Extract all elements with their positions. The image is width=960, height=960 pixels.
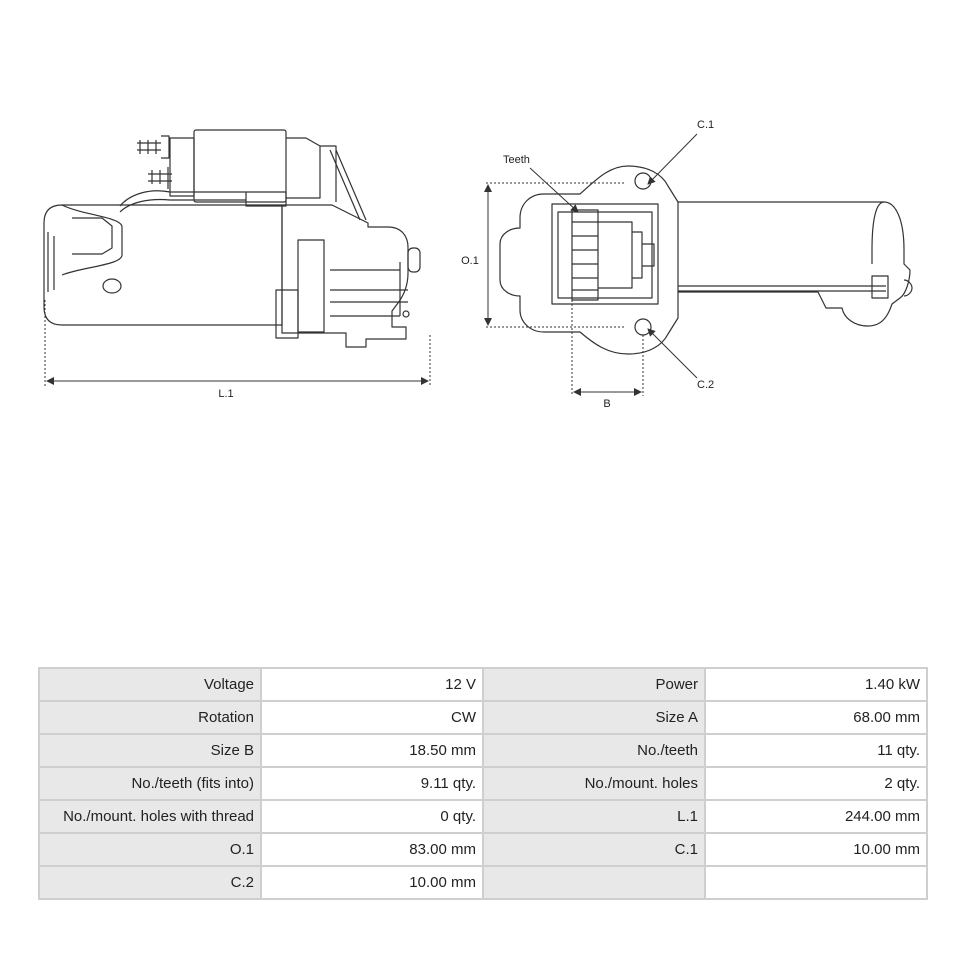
mount-hole-c2 bbox=[635, 319, 651, 335]
spec-value: 12 V bbox=[261, 668, 483, 701]
spec-value: 2 qty. bbox=[705, 767, 927, 800]
spec-value: 10.00 mm bbox=[261, 866, 483, 899]
table-row bbox=[39, 800, 927, 833]
spec-key: L.1 bbox=[483, 800, 705, 833]
spec-value: 68.00 mm bbox=[705, 701, 927, 734]
spec-key: No./teeth bbox=[483, 734, 705, 767]
drive-end-housing bbox=[282, 205, 408, 347]
label-o1: O.1 bbox=[461, 255, 479, 267]
spec-value: 244.00 mm bbox=[705, 800, 927, 833]
starter-motor-drawing bbox=[0, 0, 960, 460]
leader-lines bbox=[530, 134, 697, 378]
table-row bbox=[39, 833, 927, 866]
spec-value: 83.00 mm bbox=[261, 833, 483, 866]
spec-key: O.1 bbox=[39, 833, 261, 866]
motor-body bbox=[678, 202, 910, 326]
table-row bbox=[39, 866, 927, 899]
spec-key bbox=[483, 866, 705, 899]
table-row bbox=[39, 734, 927, 767]
label-l1: L.1 bbox=[218, 388, 234, 400]
dimension-l1 bbox=[45, 300, 430, 386]
spec-table bbox=[38, 667, 928, 900]
spec-value: 10.00 mm bbox=[705, 833, 927, 866]
terminal-stud bbox=[148, 167, 172, 189]
table-row bbox=[39, 701, 927, 734]
spec-value: CW bbox=[261, 701, 483, 734]
spec-value: 0 qty. bbox=[261, 800, 483, 833]
spec-key: C.2 bbox=[39, 866, 261, 899]
solenoid-housing bbox=[194, 130, 286, 202]
front-view bbox=[500, 166, 912, 354]
cable bbox=[120, 191, 246, 212]
dimension-b bbox=[572, 300, 643, 396]
spec-key: Rotation bbox=[39, 701, 261, 734]
spec-value: 1.40 kW bbox=[705, 668, 927, 701]
terminal-stud bbox=[137, 136, 169, 158]
motor-housing bbox=[44, 205, 282, 325]
spec-value: 18.50 mm bbox=[261, 734, 483, 767]
label-c1: C.1 bbox=[697, 119, 715, 131]
label-c2: C.2 bbox=[697, 379, 715, 391]
label-b: B bbox=[603, 398, 611, 410]
spec-key: Voltage bbox=[39, 668, 261, 701]
spec-key: Size B bbox=[39, 734, 261, 767]
spec-value bbox=[705, 866, 927, 899]
table-row bbox=[39, 767, 927, 800]
side-view bbox=[44, 130, 420, 347]
spec-key: Size A bbox=[483, 701, 705, 734]
mount-hole-c1 bbox=[635, 173, 651, 189]
table-row bbox=[39, 668, 927, 701]
spec-key: C.1 bbox=[483, 833, 705, 866]
spec-key: No./mount. holes bbox=[483, 767, 705, 800]
spec-value: 11 qty. bbox=[705, 734, 927, 767]
spec-value: 9.11 qty. bbox=[261, 767, 483, 800]
spec-key: No./teeth (fits into) bbox=[39, 767, 261, 800]
pinion-gear bbox=[572, 210, 654, 300]
label-teeth: Teeth bbox=[503, 154, 530, 166]
spec-key: Power bbox=[483, 668, 705, 701]
spec-key: No./mount. holes with thread bbox=[39, 800, 261, 833]
